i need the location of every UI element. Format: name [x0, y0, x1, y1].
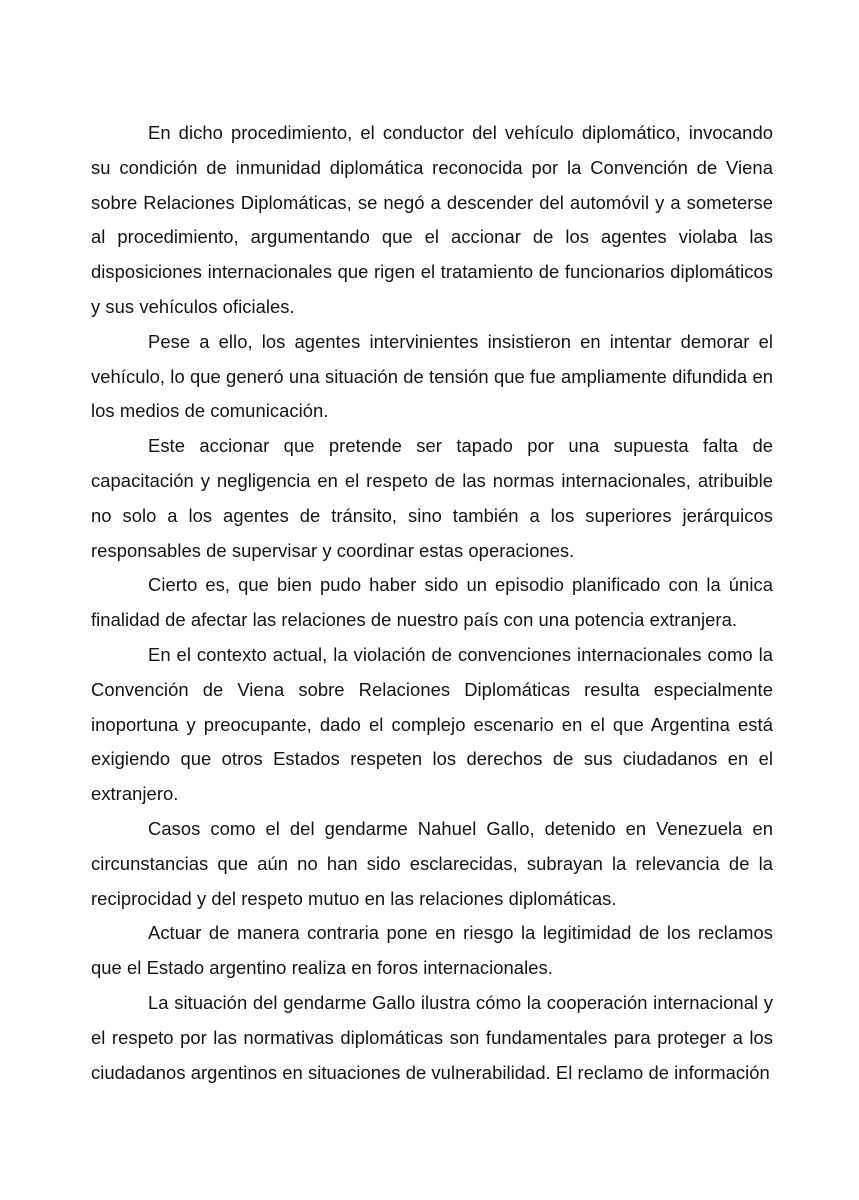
document-body [91, 116, 773, 1090]
paragraph: Actuar de manera contraria pone en riesgo la legitimidad de los reclamos que el Estado argentino realiza en foros internacionales. [91, 922, 773, 979]
paragraph: En el contexto actual, la violación de convenciones internacionales como la Convención de Viena sobre Relaciones Diplomáticas resulta especialmente inoportuna y preocupante, dado el complejo escenario en el que Argentina está exigiendo que otros Estados respeten los derechos de sus ciudadanos en el extranjero. [91, 643, 773, 805]
paragraph: La situación del gendarme Gallo ilustra cómo la cooperación internacional y el respeto por las normativas diplomáticas son fundamentales para proteger a los ciudadanos argentinos en situaciones de vulnerabilidad. El reclamo de información [91, 991, 773, 1083]
paragraph: En dicho procedimiento, el conductor del vehículo diplomático, invocando su condición de inmunidad diplomática reconocida por la Convención de Viena sobre Relaciones Diplomáticas, se negó a descender del automóvil y a someterse al procedimiento, argumentando que el accionar de los agentes violaba las disposiciones internacionales que rigen el tratamiento de funcionarios diplomáticos y sus vehículos oficiales. [91, 122, 773, 317]
paragraph: Cierto es, que bien pudo haber sido un episodio planificado con la única finalidad de afectar las relaciones de nuestro país con una potencia extranjera. [91, 574, 773, 631]
paragraph: Pese a ello, los agentes intervinientes insistieron en intentar demorar el vehículo, lo que generó una situación de tensión que fue ampliamente difundida en los medios de comunicación. [91, 330, 773, 422]
paragraph: Este accionar que pretende ser tapado por una supuesta falta de capacitación y negligencia en el respeto de las normas internacionales, atribuible no solo a los agentes de tránsito, sino también a los superiores jerárquicos responsables de supervisar y coordinar estas operaciones. [91, 435, 773, 561]
paragraph: Casos como el del gendarme Nahuel Gallo, detenido en Venezuela en circunstancias que aún no han sido esclarecidas, subrayan la relevancia de la reciprocidad y del respeto mutuo en las relaciones diplomáticas. [91, 817, 773, 909]
